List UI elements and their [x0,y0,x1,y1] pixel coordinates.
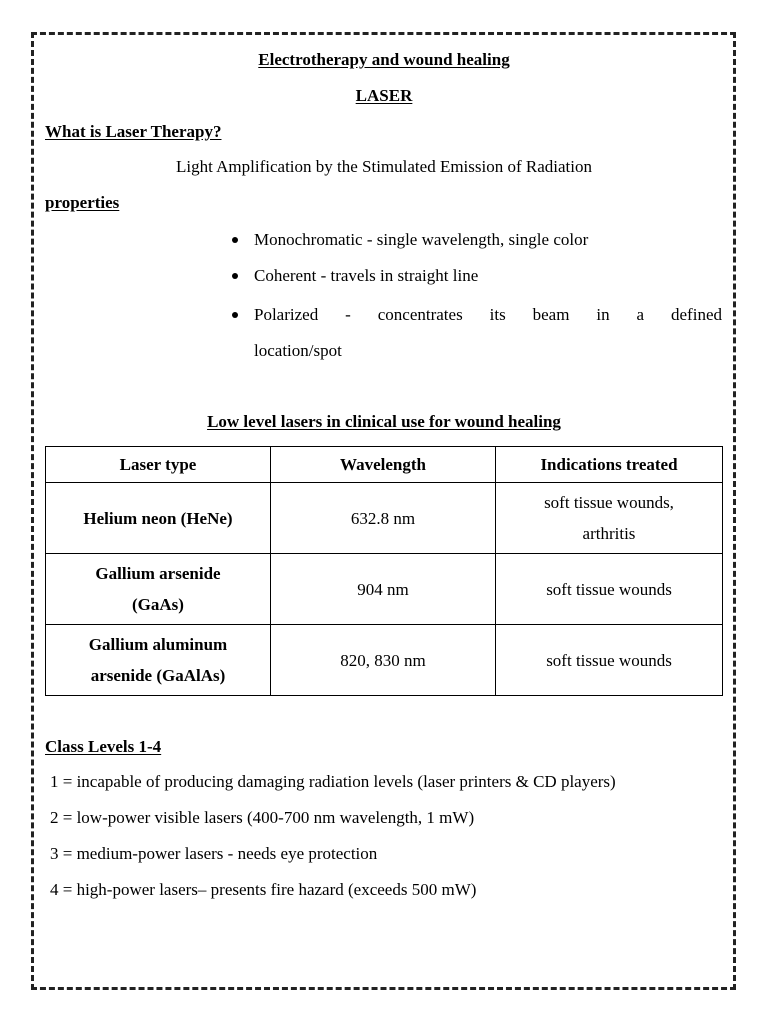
table-row [46,625,723,696]
table-row [46,483,723,554]
table-row [46,554,723,625]
bullet-icon [232,312,238,318]
table-header-row [46,447,723,483]
cell-indications: soft tissue wounds [496,554,723,625]
col-header-indications: Indications treated [496,447,723,483]
cell-wavelength: 904 nm [271,554,496,625]
class-item: 2 = low-power visible lasers (400-700 nm wavelength, 1 mW) [50,808,475,827]
cell-laser-type: Gallium arsenide (GaAs) [46,554,271,625]
bullet-icon [232,237,238,243]
col-header-wavelength: Wavelength [271,447,496,483]
properties-heading: properties [45,193,120,212]
cell-laser-type: Gallium aluminum arsenide (GaAlAs) [46,625,271,696]
table-title: Low level lasers in clinical use for wound healing [207,412,561,431]
bullet-icon [232,273,238,279]
class-item: 4 = high-power lasers– presents fire hazard (exceeds 500 mW) [50,880,477,899]
property-item-continued: location/spot [254,341,342,360]
doc-subtitle: LASER [355,86,413,105]
cell-laser-type: Helium neon (HeNe) [46,483,271,554]
laser-table [45,446,723,696]
class-heading: Class Levels 1-4 [45,737,162,756]
cell-wavelength: 820, 830 nm [271,625,496,696]
property-item: Coherent - travels in straight line [254,266,479,285]
col-header-laser-type: Laser type [46,447,271,483]
definition-text: Light Amplification by the Stimulated Emission of Radiation [176,157,592,176]
property-item: Polarized - concentrates its beam in a defined [254,305,722,324]
class-item: 1 = incapable of producing damaging radiation levels (laser printers & CD players) [50,772,616,791]
doc-title: Electrotherapy and wound healing [258,50,510,69]
what-heading: What is Laser Therapy? [45,122,222,141]
property-item: Monochromatic - single wavelength, single color [254,230,589,249]
cell-wavelength: 632.8 nm [271,483,496,554]
cell-indications: soft tissue wounds, arthritis [496,483,723,554]
class-item: 3 = medium-power lasers - needs eye protection [50,844,378,863]
cell-indications: soft tissue wounds [496,625,723,696]
